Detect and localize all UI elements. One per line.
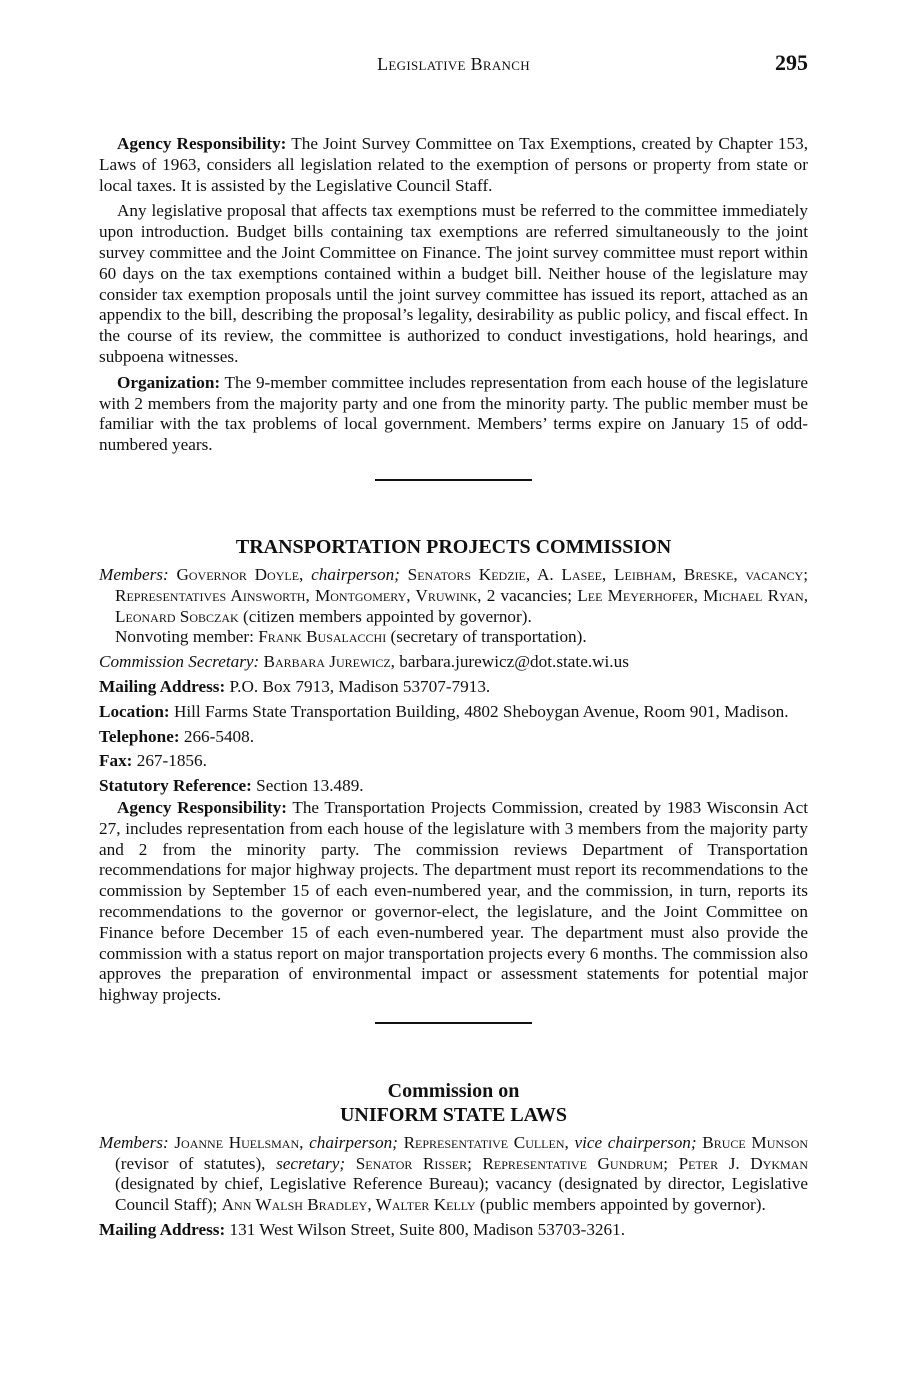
section-title: TRANSPORTATION PROJECTS COMMISSION [235,535,672,558]
section-title-line1: Commission on [387,1079,520,1102]
tax-exemptions-paragraph: Any legislative proposal that affects tax exemptions must be referred to the committee immediately upon introduction. Budget bills containing tax exemptions are referred simultaneously to the joint survey committee and the Joint Committee on Finance. The joint survey committee must report within 60 days on the tax exemptions contained within a budget bill. Neither house of the legislature may consider tax exemption proposals until the joint survey committee has issued its report, attached as an appendix to the bill, describing the proposal’s legality, desirability as public policy, and fiscal effect. In the course of its review, the committee is authorized to conduct investigations, hold hearings, and subpoena witnesses. [99,201,808,366]
organization-label: Organization: [117,372,221,392]
tax-exemptions-responsibility [99,134,808,196]
telephone: Telephone: 266-5408. [99,726,255,746]
page-number: 295 [775,50,808,75]
mailing-address: Mailing Address: P.O. Box 7913, Madison 53707-7913. [99,676,491,696]
tax-exemptions-organization [99,373,808,456]
section-title-line2: UNIFORM STATE LAWS [339,1103,568,1126]
section-divider [375,1022,532,1024]
members-list: Members: Joanne Huelsman, chairperson; Representative Cullen, vice chairperson; Bruce Munson (revisor of statutes), secretary; Senator Risser; Representative Gundrum; Peter J. Dykman (designated by chief, Legislative Reference Bureau); vacancy (designated by director, Legislative Council Staff); Ann Walsh Bradley, Walter Kelly (public members appointed by governor). [99,1132,809,1215]
fax: Fax: 267-1856. [99,751,207,771]
members-list: Members: Governor Doyle, chairperson; Senators Kedzie, A. Lasee, Leibham, Breske, vacancy; Representatives Ainsworth, Montgomery, Vruwink, 2 vacancies; Lee Meyerhofer, Michael Ryan, Leonard Sobczak (citizen members appointed by governor). Nonvoting member: Frank Busalacchi (secretary of transportation). [99,564,809,647]
organization-text: The 9-member committee includes representation from each house of the legislature with 2 members from the majority party and one from the minority party. The public member must be familiar with the tax problems of local government. Members’ terms expire on January 15 of odd-numbered years. [99,372,808,455]
responsibility-text: The Joint Survey Committee on Tax Exemptions, created by Chapter 153, Laws of 1963, considers all legislation related to the exemption of persons or property from state or local taxes. It is assisted by the Legislative Council Staff. [99,134,808,195]
commission-secretary: Commission Secretary: Barbara Jurewicz, barbara.jurewicz@dot.state.wi.us [99,652,629,672]
responsibility-label: Agency Responsibility: [117,134,287,153]
statutory-reference: Statutory Reference: Section 13.489. [99,776,364,796]
mailing-address: Mailing Address: 131 West Wilson Street, Suite 800, Madison 53703-3261. [99,1220,625,1240]
page-body [99,134,808,1245]
location: Location: Hill Farms State Transportation Building, 4802 Sheboygan Avenue, Room 901, Madison. [99,701,789,721]
secretary-email: barbara.jurewicz@dot.state.wi.us [399,652,629,672]
running-head: Legislative Branch [377,54,530,74]
section-divider [375,479,532,481]
transportation-responsibility: Agency Responsibility: The Transportation Projects Commission, created by 1983 Wisconsin Act 27, includes representation from each house of the legislature with 3 members from the majority party and 2 from the minority party. The commission reviews Department of Transportation recommendations for major highway projects. The department must report its recommendations to the commission by September 15 of each even-numbered year, and the commission, in turn, reports its recommendations to the governor or governor-elect, the legislature, and the Joint Committee on Finance before December 15 of each even-numbered year. The department must also provide the commission with a status report on major transportation projects every 6 months. The commission also approves the preparation of environmental impact or assessment statements for potential major highway projects. [99,797,808,1005]
